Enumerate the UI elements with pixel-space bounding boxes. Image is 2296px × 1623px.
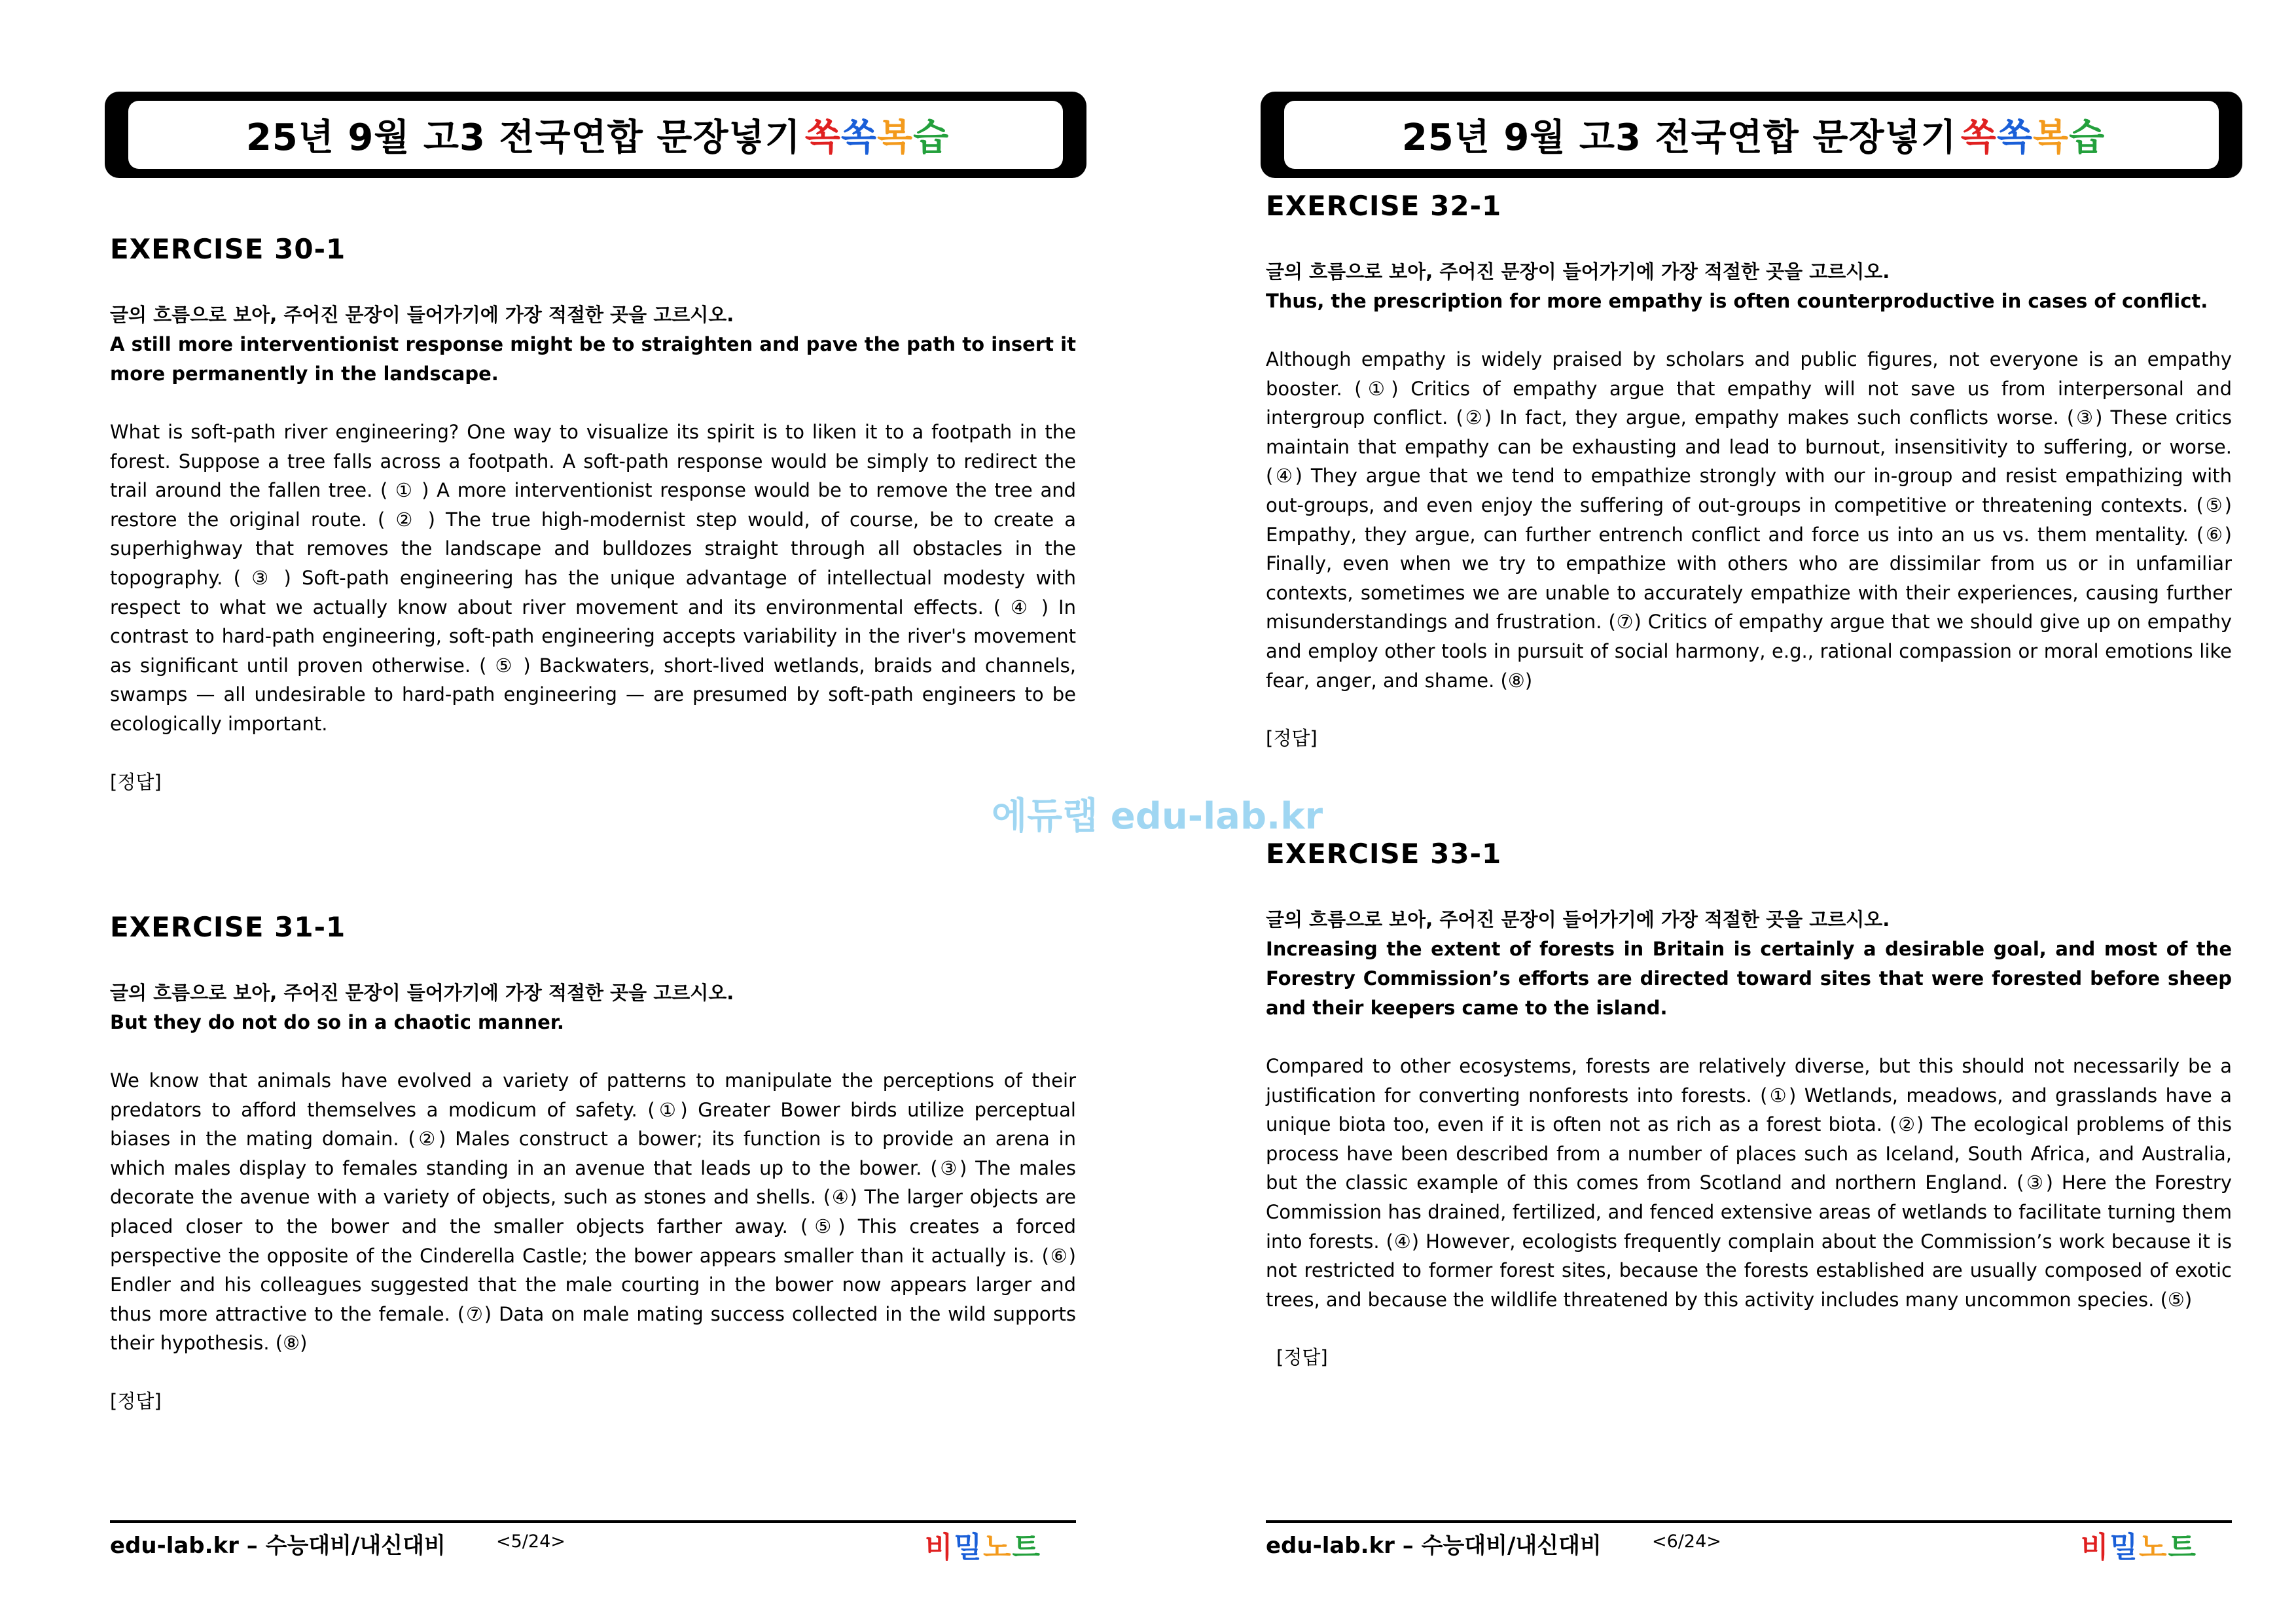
exercise-passage: We know that animals have evolved a variety of patterns to manipulate the perceptions of their predators to afford themselves a modicum of safety. (①) Greater Bower birds utilize perceptual biases in the mating domain. (②) Males construct a bower; its function is to provide an arena in which males display to females standing in an avenue that leads up to the bower. (③) The males decorate the avenue with a variety of objects, such as stones and shells. (④) The larger objects are placed closer to the bower and the smaller objects farther away. (⑤) This creates a forced perspective the opposite of the Cinderella Castle; the bower appears smaller than it actually is. (⑥) Endler and his colleagues suggested that the male courting in the bower now appears larger and thus more attractive to the female. (⑦) Data on male mating success collected in the wild supports their hypothesis. (⑧) bbox=[110, 1069, 1076, 1355]
page-title bbox=[1284, 101, 2219, 169]
exercise-passage: What is soft-path river engineering? One way to visualize its spirit is to liken it to a footpath in the forest. Suppose a tree falls across a footpath. A soft-path response would be simply to redirect the trail around the fallen tree. ( ① ) A more interventionist response would be to remove the tree and restore the original route. ( ② ) The true high-modernist step would, of course, be to create a superhighway that removes the landscape and bulldozes straight through all obstacles in the topography. ( ③ ) Soft-path engineering has the unique advantage of intellectual modesty with respect to what we actually know about river movement and its environmental effects. ( ④ ) In contrast to hard-path engineering, soft-path engineering accepts variability in the river's movement as significant until proven otherwise. ( ⑤ ) Backwaters, short-lived wetlands, braids and channels, swamps — all undesirable to hard-path engineering — are presumed by soft-path engineers to be ecologically important. bbox=[110, 421, 1076, 735]
title-seup: 습 bbox=[913, 116, 950, 159]
exercise-31-1 bbox=[110, 911, 1076, 1416]
footer-site: edu-lab.kr – 수능대비/내신대비 bbox=[1266, 1533, 1602, 1559]
footer-divider bbox=[1266, 1520, 2232, 1523]
title-bok: 복 bbox=[876, 116, 914, 159]
exercise-32-1 bbox=[1266, 190, 2232, 753]
exercise-instruction: 글의 흐름으로 보아, 주어진 문장이 들어가기에 가장 적절한 곳을 고르시오. bbox=[1266, 908, 1890, 931]
answer-label: [정답] bbox=[110, 1389, 162, 1412]
exercise-instruction: 글의 흐름으로 보아, 주어진 문장이 들어가기에 가장 적절한 곳을 고르시오. bbox=[110, 304, 734, 326]
footer-site: edu-lab.kr – 수능대비/내신대비 bbox=[110, 1533, 446, 1559]
watermark: 에듀랩 edu-lab.kr bbox=[992, 795, 1323, 838]
exercise-title: EXERCISE 32-1 bbox=[1266, 190, 1502, 222]
title-ssuk-2: 쏙 bbox=[1996, 116, 2033, 159]
page-number: <5/24> bbox=[496, 1531, 565, 1552]
exercise-title: EXERCISE 31-1 bbox=[110, 911, 346, 943]
title-ssuk-2: 쏙 bbox=[840, 116, 877, 159]
exercise-title: EXERCISE 33-1 bbox=[1266, 838, 1502, 870]
given-sentence: A still more interventionist response might be to straighten and pave the path to insert it more permanently in the landscape. bbox=[110, 333, 1076, 385]
title-bok: 복 bbox=[2032, 116, 2070, 159]
title-ssuk-1: 쏙 bbox=[804, 116, 841, 159]
page-footer bbox=[110, 1525, 1076, 1564]
footer-brand: 비밀노트 bbox=[925, 1531, 1042, 1564]
given-sentence: Increasing the extent of forests in Britain is certainly a desirable goal, and most of the Forestry Commission’s efforts are directed toward sites that were forested before sheep and their keepers came to the island. bbox=[1266, 938, 2232, 1019]
title-ssuk-1: 쏙 bbox=[1960, 116, 1997, 159]
title-main: 25년 9월 고3 전국연합 문장넣기 bbox=[1401, 116, 1957, 159]
exercise-passage: Compared to other ecosystems, forests are relatively diverse, but this should not necessarily be a justification for converting nonforests into forests. (①) Wetlands, meadows, and grasslands have a unique biota too, even if it is often not as rich as a forest biota. (②) The ecological problems of this process have been described from a number of places such as Iceland, South Africa, and Australia, but the classic example of this comes from Scotland and northern England. (③) Here the Forestry Commission has drained, fertilized, and fenced extensive areas of wetlands to facilitate turning them into forests. (④) However, ecologists frequently complain about the Commission’s work because it is not restricted to former forest sites, because the forests established are usually composed of exotic trees, and because the wildlife threatened by this activity includes many uncommon species. (⑤) bbox=[1266, 1055, 2232, 1311]
exercise-instruction: 글의 흐름으로 보아, 주어진 문장이 들어가기에 가장 적절한 곳을 고르시오. bbox=[110, 982, 734, 1004]
exercise-instruction: 글의 흐름으로 보아, 주어진 문장이 들어가기에 가장 적절한 곳을 고르시오. bbox=[1266, 260, 1890, 283]
given-sentence: But they do not do so in a chaotic manner. bbox=[110, 1011, 564, 1033]
exercise-title: EXERCISE 30-1 bbox=[110, 233, 346, 265]
answer-label: [정답] bbox=[1276, 1346, 1328, 1369]
title-seup: 습 bbox=[2069, 116, 2106, 159]
exercise-30-1 bbox=[110, 233, 1076, 796]
title-main: 25년 9월 고3 전국연합 문장넣기 bbox=[245, 116, 801, 159]
exercise-passage: Although empathy is widely praised by scholars and public figures, not everyone is an empathy booster. (①) Critics of empathy argue that empathy will not save us from interpersonal and intergroup conflict. (②) In fact, they argue, empathy makes such conflicts worse. (③) These critics maintain that empathy can be exhausting and lead to burnout, insensitivity to suffering, or worse. (④) They argue that we tend to empathize strongly with our in-group and resist empathizing with out-groups, and even enjoy the suffering of out-groups in competitive or threatening contexts. (⑤) Empathy, they argue, can further entrench conflict and force us into an us vs. them mentality. (⑥) Finally, even when we try to empathize with others who are dissimilar from us or in unfamiliar contexts, sometimes we are unable to accurately empathize with their experiences, causing further misunderstandings and frustration. (⑦) Critics of empathy argue that we should give up on empathy and employ other tools in pursuit of social harmony, e.g., rational compassion or moral emotions like fear, anger, and shame. (⑧) bbox=[1266, 348, 2232, 692]
page-header bbox=[105, 92, 1086, 178]
given-sentence: Thus, the prescription for more empathy is often counterproductive in cases of conflict. bbox=[1266, 290, 2208, 312]
answer-label: [정답] bbox=[1266, 727, 1318, 750]
footer-brand: 비밀노트 bbox=[2081, 1531, 2198, 1564]
page-header bbox=[1261, 92, 2242, 178]
footer-divider bbox=[110, 1520, 1076, 1523]
exercise-33-1 bbox=[1266, 838, 2232, 1372]
answer-label: [정답] bbox=[110, 770, 162, 793]
page-footer bbox=[1266, 1525, 2232, 1564]
page-number: <6/24> bbox=[1652, 1531, 1721, 1552]
page-title bbox=[128, 101, 1063, 169]
